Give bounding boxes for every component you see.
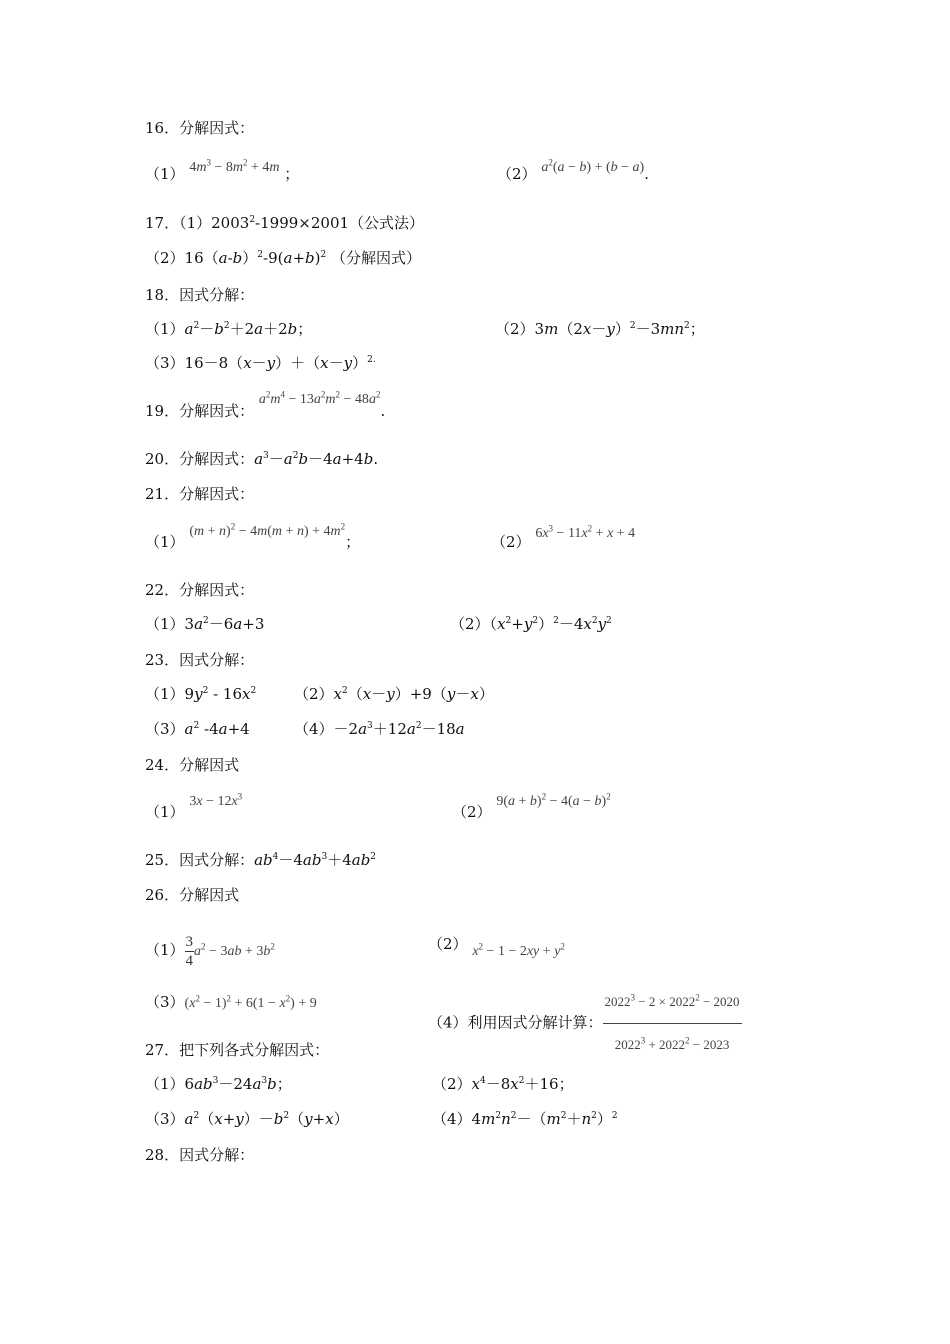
q18-part1: $(1)a^2-b^2+2a+2b$；	[145, 320, 313, 338]
q27-part3: $(3)a^2(x+y)-b^2(y+x)$	[145, 1110, 349, 1128]
q26-fraction-2022: $\frac{2022^3 - 2 \times 2022^2 - 2020}{2022^3 + 2022^2 - 2023}$	[603, 982, 742, 1065]
q22-part1: $(1)3a^2-6a+3$	[145, 615, 265, 633]
q21-expr1: $(m + n)^2 - 4m(m + n) + 4m^2$	[189, 521, 346, 539]
q18-part2: $(2)3m(2x-y)^2-3mn^2$；	[495, 320, 705, 338]
q26-fraction-3-4: $\frac{3}{4}$	[185, 933, 194, 969]
q24-expr2: $9(a + b)^2 - 4(a - b)^2$	[496, 791, 611, 809]
q23-part1: $(1)9y^2 - 16x^2$	[145, 685, 257, 703]
q20: 20．分解因式：$a^3-a^2b-4a+4b$.	[145, 450, 379, 468]
q16-part1: （1） $4m^3 - 8m^2 + 4m$ ；	[145, 157, 300, 183]
q22-title: 22．分解因式：	[145, 581, 255, 599]
q19-expr: $a^2m^4 - 13a^2m^2 - 48a^2$	[258, 389, 381, 407]
q22-part2: $(2)(x^2+y^2)^2-4x^2y^2$	[450, 615, 612, 633]
q26-part4: （4）利用因式分解计算： $\frac{2022^3 - 2 \times 2022^2 - 2020}{2022^3 + 2022^2 - 2023}$	[428, 982, 742, 1065]
q18-part3: $(3)16-8(x-y)+(x-y)^{2.}$	[145, 354, 376, 372]
q23-part2: $(2)x^2(x-y)+9(y-x)$	[294, 685, 494, 703]
q16-part2: （2） $a^2(a - b) + (b - a)$.	[497, 157, 649, 183]
q24-part2: （2） $9(a + b)^2 - 4(a - b)^2$	[452, 791, 611, 821]
q25: 25．因式分解：$ab^4-4ab^3+4ab^2$	[145, 851, 377, 869]
q23-part3: $(3)a^2$ -4a+4	[145, 720, 250, 738]
q16-title: 16．分解因式：	[145, 119, 255, 137]
q27-part2: $(2)x^4-8x^2+16$；	[432, 1075, 574, 1093]
q21-expr2: $6x^3 - 11x^2 + x + 4$	[535, 523, 636, 541]
q27-part1: $(1)6ab^3-24a^3b$；	[145, 1075, 292, 1093]
q26-part2: （2） $x^2 - 1 - 2xy + y^2$	[428, 935, 565, 959]
q26-expr3: $(x^2 - 1)^2 + 6(1 - x^2) + 9$	[184, 993, 317, 1011]
q21-part2: （2） $6x^3 - 11x^2 + x + 4$	[491, 523, 636, 551]
q21-part1: （1） $(m + n)^2 - 4m(m + n) + 4m^2$；	[145, 521, 361, 551]
q26-part3: $(3)(x^2 - 1)^2 + 6(1 - x^2) + 9$	[145, 993, 317, 1011]
q16-expr1: $4m^3 - 8m^2 + 4m$	[189, 157, 280, 175]
q26-expr2: $x^2 - 1 - 2xy + y^2$	[472, 941, 565, 959]
q27-title: 27．把下列各式分解因式：	[145, 1041, 330, 1059]
q17-part2: $(2)16(a-b)^2-9(a+b)^2$ （分解因式）	[145, 249, 422, 267]
q26-part1: （1） $\frac{3}{4}$ $a^2 - 3ab + 3b^2$	[145, 933, 275, 969]
q26-title: 26．分解因式	[145, 886, 240, 904]
q16-expr2: $a^2(a - b) + (b - a)$	[541, 157, 645, 175]
q21-title: 21．分解因式：	[145, 485, 255, 503]
q23-part4: $(4)-2a^3+12a^2-18a$	[294, 720, 465, 738]
q28-title: 28．因式分解：	[145, 1146, 255, 1164]
q18-title: 18．因式分解：	[145, 286, 255, 304]
q24-part1: （1） $3x - 12x^3$	[145, 791, 243, 821]
q24-title: 24．分解因式	[145, 756, 240, 774]
q27-part4: $(4)4m^2n^2-(m^2+n^2)^2$	[432, 1110, 618, 1128]
q23-title: 23．因式分解：	[145, 651, 255, 669]
q19: 19．分解因式： $a^2m^4 - 13a^2m^2 - 48a^2$.	[145, 389, 386, 420]
q24-expr1: $3x - 12x^3$	[189, 791, 243, 809]
q17-part1: 17．$(1)2003^2-1999\times 2001$（公式法）	[145, 214, 425, 232]
